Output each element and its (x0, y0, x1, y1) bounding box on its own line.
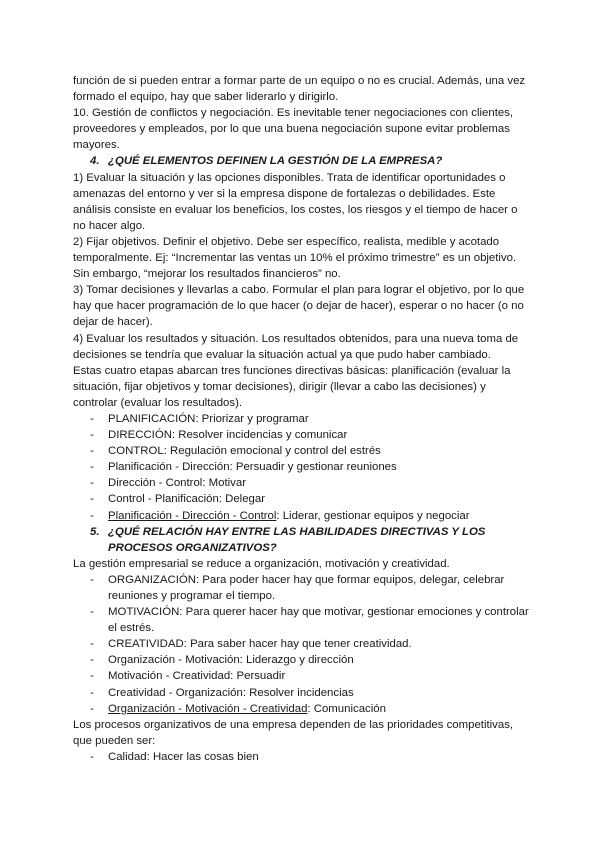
section-4-paragraph-4: 4) Evaluar los resultados y situación. Los resultados obtenidos, para una nueva toma de decisiones se tendría que evaluar la situación actual ya que pudo haber cambiado. (73, 332, 519, 361)
list-item (90, 749, 533, 765)
dash-marker: - (90, 686, 94, 699)
dash-marker: - (90, 509, 94, 522)
list-item-text (108, 508, 533, 524)
list-item-text: DIRECCIÓN: Resolver incidencias y comunicar (108, 429, 348, 442)
dash-marker: - (90, 638, 94, 651)
dash-marker: - (90, 445, 94, 458)
list-item (90, 636, 533, 652)
list-item (90, 411, 533, 427)
list-item-text: CREATIVIDAD: Para saber hacer hay que tener creatividad. (108, 638, 412, 651)
list-item (90, 701, 533, 717)
list-item (90, 604, 533, 636)
list-item-text: Dirección - Control: Motivar (108, 477, 246, 490)
list-item-text: Calidad: Hacer las cosas bien (108, 750, 259, 763)
intro-paragraph-2: 10. Gestión de conflictos y negociación. Es inevitable tener negociaciones con clientes, proveedores y empleados, por lo que una buena negociación supone evitar problemas mayores. (73, 107, 514, 152)
dash-marker: - (90, 654, 94, 667)
list-item-text: CONTROL: Regulación emocional y control del estrés (108, 445, 381, 458)
section-5-paragraph: La gestión empresarial se reduce a organización, motivación y creatividad. (73, 557, 450, 570)
section-4-title: ¿QUÉ ELEMENTOS DEFINEN LA GESTIÓN DE LA EMPRESA? (108, 155, 443, 168)
list-item (90, 443, 533, 459)
list-item-text: Control - Planificación: Delegar (108, 493, 266, 506)
section-4-number: 4. (90, 155, 100, 168)
intro-paragraph-1: función de si pueden entrar a formar parte de un equipo o no es crucial. Además, una vez formado el equipo, hay que saber liderarlo y dirigirlo. (73, 75, 526, 104)
section-4-paragraph-5: Estas cuatro etapas abarcan tres funciones directivas básicas: planificación (evaluar la situación, fijar objetivos y tomar decisiones), dirigir (llevar a cabo las decisiones) y controlar (evaluar los resultados). (73, 364, 511, 409)
list-item-rest: : Comunicación (307, 702, 386, 715)
list-item (90, 427, 533, 443)
dash-marker: - (90, 573, 94, 586)
section-5-heading (73, 524, 533, 556)
list-item (90, 572, 533, 604)
dash-marker: - (90, 750, 94, 763)
dash-marker: - (90, 429, 94, 442)
list-item-text: Creatividad - Organización: Resolver incidencias (108, 686, 354, 699)
section-5-closing-list (73, 749, 533, 765)
list-item-rest: : Liderar, gestionar equipos y negociar (276, 509, 470, 522)
list-item-text (108, 701, 533, 717)
list-item (90, 475, 533, 491)
section-5-list (73, 572, 533, 717)
section-4-list (73, 411, 533, 524)
list-item-text: ORGANIZACIÓN: Para poder hacer hay que formar equipos, delegar, celebrar reuniones y programar el tiempo. (108, 573, 505, 602)
section-4-paragraph-3: 3) Tomar decisiones y llevarlas a cabo. Formular el plan para lograr el objetivo, por lo que hay que hacer programación de lo que hacer (o dejar de hacer), esperar o no hacer (o no dejar de hacer). (73, 284, 525, 329)
dash-marker: - (90, 461, 94, 474)
dash-marker: - (90, 477, 94, 490)
list-item (90, 652, 533, 668)
dash-marker: - (90, 702, 94, 715)
list-item (90, 685, 533, 701)
list-item-text: Planificación - Dirección: Persuadir y gestionar reuniones (108, 461, 397, 474)
list-item-text: MOTIVACIÓN: Para querer hacer hay que motivar, gestionar emociones y controlar el estrés. (108, 606, 529, 635)
list-item (90, 508, 533, 524)
section-5-title: ¿QUÉ RELACIÓN HAY ENTRE LAS HABILIDADES DIRECTIVAS Y LOS PROCESOS ORGANIZATIVOS? (108, 525, 486, 554)
dash-marker: - (90, 412, 94, 425)
section-5-closing-paragraph: Los procesos organizativos de una empresa dependen de las prioridades competitivas, que pueden ser: (73, 718, 514, 747)
list-item (90, 668, 533, 684)
underlined-term: Planificación - Dirección - Control (108, 509, 277, 522)
list-item (90, 491, 533, 507)
dash-marker: - (90, 606, 94, 619)
document-body (73, 73, 533, 765)
underlined-term: Organización - Motivación - Creatividad (108, 702, 308, 715)
list-item (90, 459, 533, 475)
list-item-text: Organización - Motivación: Liderazgo y dirección (108, 654, 354, 667)
dash-marker: - (90, 670, 94, 683)
dash-marker: - (90, 493, 94, 506)
section-4-paragraph-1: 1) Evaluar la situación y las opciones disponibles. Trata de identificar oportunidades o amenazas del entorno y ver si la empresa dispone de fortalezas o debilidades. Este análisis consiste en evaluar los beneficios, los costes, los riesgos y el tiempo de hacer o no hacer algo. (73, 171, 518, 232)
section-5-number: 5. (90, 525, 100, 538)
list-item-text: PLANIFICACIÓN: Priorizar y programar (108, 412, 309, 425)
section-4-heading (73, 153, 533, 169)
list-item-text: Motivación - Creatividad: Persuadir (108, 670, 286, 683)
section-4-paragraph-2: 2) Fijar objetivos. Definir el objetivo. Debe ser específico, realista, medible y acotado temporalmente. Ej: “Incrementar las ventas un 10% el próximo trimestre” es un objetivo. Sin embargo, “mejorar los resultados financieros” no. (73, 235, 517, 281)
